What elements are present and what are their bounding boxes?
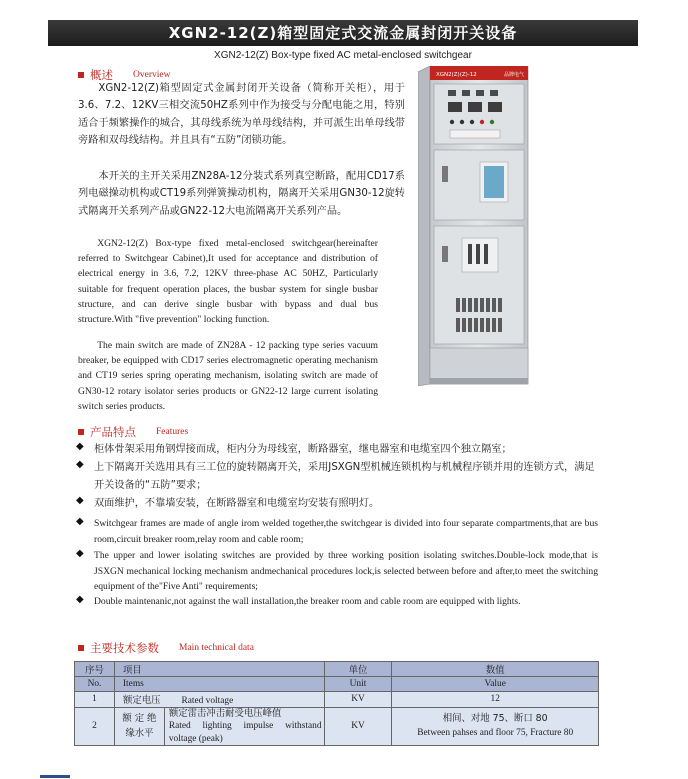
row-group <box>114 707 164 746</box>
overview-zh-paragraph-1: XGN2-12(Z)箱型固定式金属封闭开关设备（简称开关柜），用于3.6、7.2、12KV三相交流50HZ系列中作为接受与分配电能之用，特别适合于频繁操作的城合，其母线系统为单母线结构，并可派生出单母线带旁路和双母线结构。并且具有“五防”闭锁功能。 <box>78 83 405 147</box>
switchgear-cabinet-image <box>418 66 530 386</box>
overview-heading-en: Overview <box>133 70 171 80</box>
row-unit: KV <box>324 707 392 746</box>
row-item-zh: 额定雷击冲击耐受电压峰值 <box>168 707 282 719</box>
diamond-bullet-icon: ◆ <box>76 459 84 470</box>
overview-en-paragraph-1: XGN2-12(Z) Box-type fixed metal-enclosed switchgear(hereinafter referred to Switchgear Cabinet),It used for acceptance and distribution of electrical energy in 3.6, 7.2, 12KV three-phase AC 50HZ, Particularly suitable for frequent operation places, the busbar system for single busbar structure, and can derive single busbar with bypass and dual bus structure.With "five prevention" locking function. <box>78 238 378 326</box>
col-value-en: Value <box>392 677 599 692</box>
col-no-zh: 序号 <box>75 662 115 677</box>
col-no-en: No. <box>75 677 115 692</box>
feature-en-item <box>76 594 598 610</box>
overview-zh-paragraph-2: 本开关的主开关采用ZN28A-12分装式系列真空断路，配用CD17系列电磁操动机构或CT19系列弹簧操动机构，隔离开关采用GN30-12旋转式隔离开关系列产品或GN22-12大电流隔离开关系列产品。 <box>78 171 405 217</box>
bullet-square-icon <box>78 72 84 78</box>
feature-en-text: The upper and lower isolating switches are provided by three working position isolating switches.Double-lock mode,that is JSXGN mechanical locking mechanism andmechanical procedures lock,is selected between before and after,to meet the switching equipment of the"Five Anti" requirements; <box>94 550 598 593</box>
cabinet-brand: 品牌电气 <box>504 72 525 78</box>
overview-en-paragraph-2: The main switch are made of ZN28A - 12 packing type series vacuum breaker, be equipped with CD17 series electromagnetic operating mechanism and CT19 series spring operating mechanism, isolating switch are made of GN30-12 rotary isolator series products or GN22-12 large current isolating switch series products. <box>78 340 378 412</box>
specs-heading-zh: 主要技术参数 <box>90 641 159 655</box>
table-header-row <box>75 662 599 677</box>
table-header-row <box>75 677 599 692</box>
diamond-bullet-icon: ◆ <box>76 594 84 605</box>
footer-accent-line <box>40 775 70 778</box>
col-item-en: Items <box>114 677 324 692</box>
page-subtitle: XGN2-12(Z) Box-type fixed AC metal-enclosed switchgear <box>214 50 472 61</box>
row-item-en: Rated lighting impulse withstand voltage (peak) <box>168 721 322 744</box>
feature-en-item <box>76 548 598 595</box>
specs-heading <box>78 640 254 656</box>
spec-table <box>74 661 599 746</box>
feature-en-item <box>76 516 598 547</box>
diamond-bullet-icon: ◆ <box>76 441 84 452</box>
row-item-zh: 额定电压 <box>122 695 161 706</box>
row-no: 2 <box>75 707 115 746</box>
feature-zh-item <box>76 459 598 494</box>
row-group-zh-line1: 额 定 绝 <box>122 713 157 725</box>
feature-zh-text: 上下隔离开关选用具有三工位的旋转隔离开关，采用JSXGN型机械连锁机构与机械程序锁并用的连锁方式，满足开关设备的“五防”要求； <box>94 462 595 491</box>
col-unit-zh: 单位 <box>324 662 392 677</box>
overview-heading-zh: 概述 <box>90 68 113 82</box>
row-group-zh-line2: 缘水平 <box>125 728 154 740</box>
page-title: XGN2-12(Z)箱型固定式交流金属封闭开关设备 <box>48 20 638 46</box>
bullet-square-icon <box>78 645 84 651</box>
row-value: 12 <box>392 691 599 707</box>
bullet-square-icon <box>78 429 84 435</box>
feature-zh-text: 柜体骨架采用角钢焊接而成，柜内分为母线室，断路器室，继电器室和电缆室四个独立隔室； <box>94 444 512 455</box>
row-value-zh: 相间、对地 75、断口 80 <box>442 713 548 725</box>
features-heading-zh: 产品特点 <box>90 425 136 439</box>
col-item-zh: 项目 <box>114 662 324 677</box>
row-no: 1 <box>75 691 115 707</box>
features-heading-en: Features <box>156 427 189 437</box>
diamond-bullet-icon: ◆ <box>76 516 84 527</box>
cabinet-label: XGN2(Z)(Z)-12 <box>436 72 477 78</box>
row-item-en: Rated voltage <box>181 696 234 706</box>
feature-zh-item <box>76 441 598 459</box>
feature-zh-item <box>76 495 598 513</box>
row-item <box>114 691 324 707</box>
switchgear-cabinet-icon <box>418 66 530 386</box>
row-value-en: Between pahses and floor 75, Fracture 80 <box>417 728 574 739</box>
col-unit-en: Unit <box>324 677 392 692</box>
feature-en-text: Double maintenanic,not against the wall installation,the breaker room and cable room are equipped with lights. <box>94 596 521 607</box>
specs-heading-en: Main technical data <box>179 643 254 653</box>
feature-en-text: Switchgear frames are made of angle irom welded together,the switchgear is divided into four separate compartments,that are bus room,circuit breaker room,relay room and cable room; <box>94 518 598 545</box>
col-value-zh: 数值 <box>392 662 599 677</box>
table-row <box>75 691 599 707</box>
row-value <box>392 707 599 746</box>
diamond-bullet-icon: ◆ <box>76 548 84 559</box>
features-heading <box>78 424 188 440</box>
table-row <box>75 707 599 746</box>
feature-zh-text: 双面维护，不靠墙安装，在断路器室和电缆室均安装有照明灯。 <box>94 498 380 509</box>
row-unit: KV <box>324 691 392 707</box>
row-item <box>164 707 324 746</box>
diamond-bullet-icon: ◆ <box>76 495 84 506</box>
